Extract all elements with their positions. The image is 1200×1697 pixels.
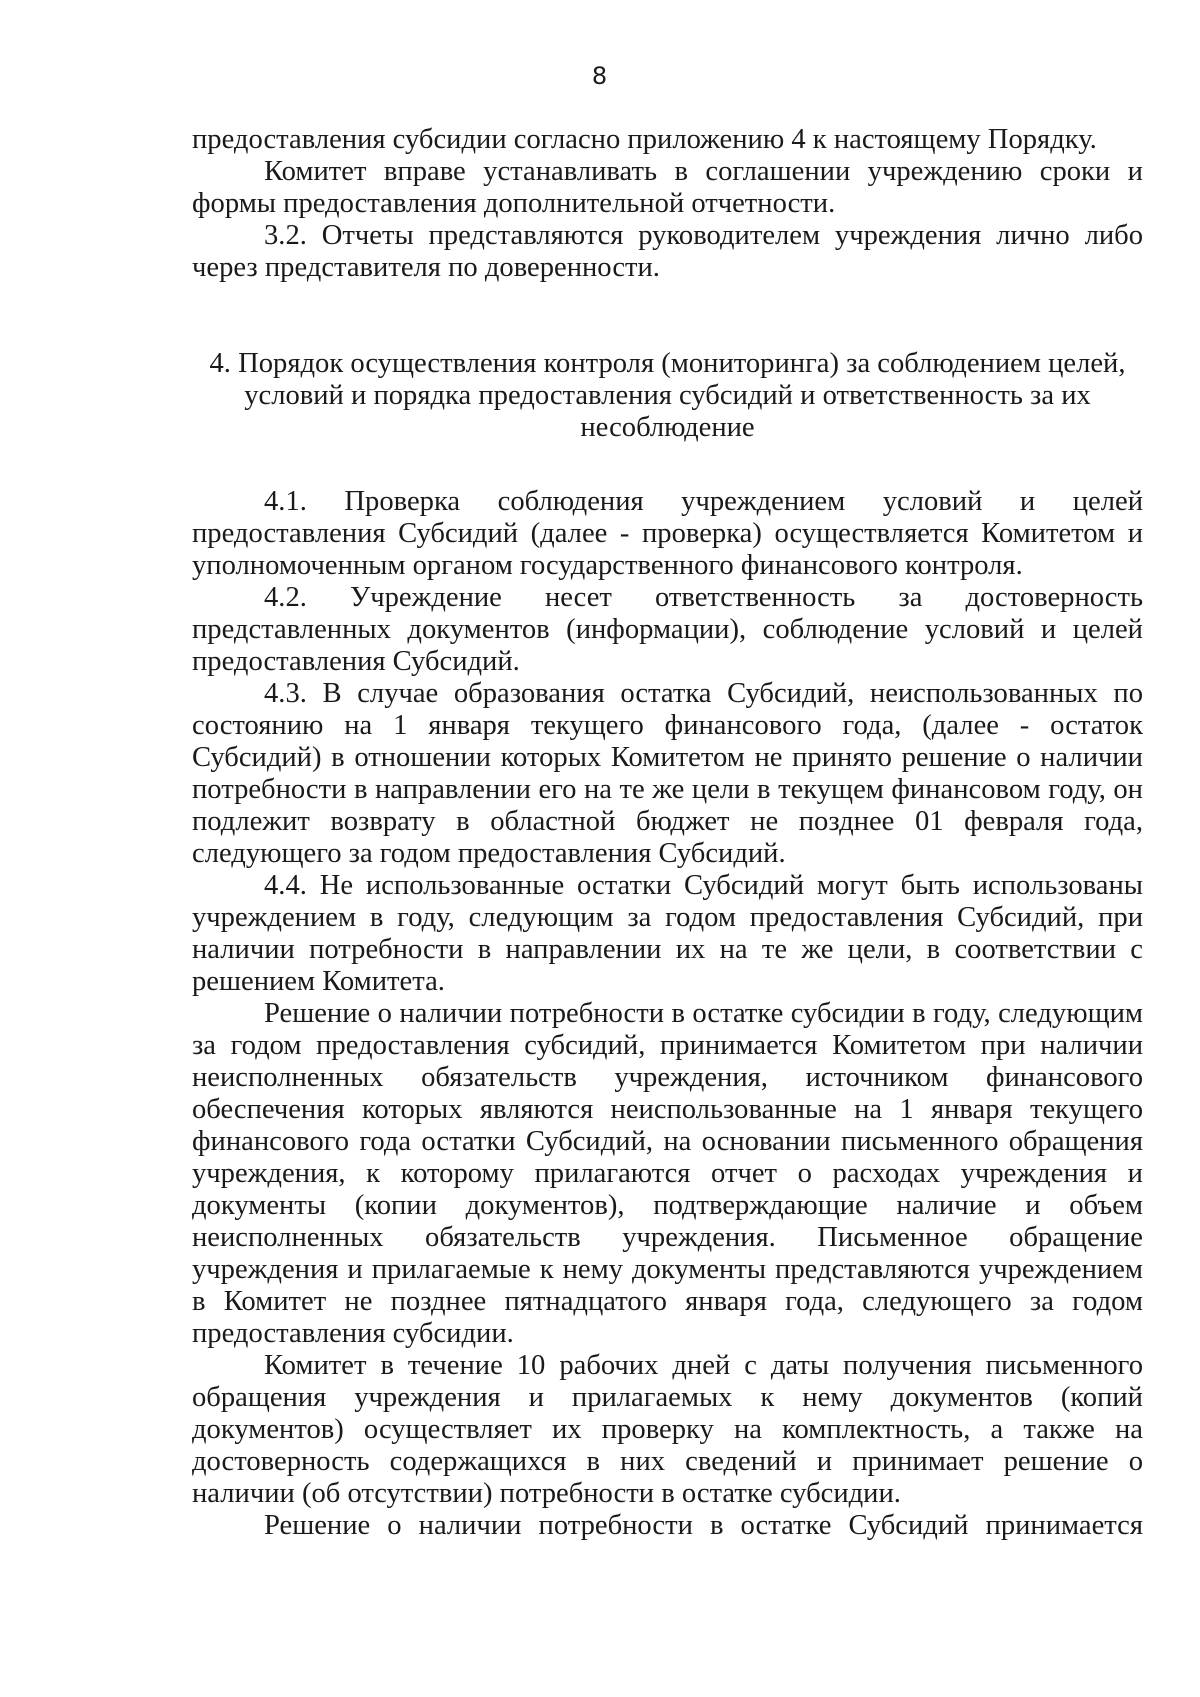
text-line: Комитет в течение 10 рабочих дней с даты получения письменного <box>264 1350 1143 1381</box>
text-line: Решение о наличии потребности в остатке Субсидий принимается <box>264 1510 1143 1541</box>
section-title <box>180 348 1155 444</box>
section-title-line: несоблюдение <box>580 412 755 443</box>
text-line: следующего за годом предоставления Субсидий. <box>192 838 786 869</box>
text-line: уполномоченным органом государственного финансового контроля. <box>192 550 1023 581</box>
section-title-line: 4. Порядок осуществления контроля (мониторинга) за соблюдением целей, <box>209 348 1126 379</box>
page-number: 8 <box>591 62 609 90</box>
text-line: обращения учреждения и прилагаемых к нему документов (копий <box>192 1382 1143 1413</box>
text-line: наличии (об отсутствии) потребности в остатке субсидии. <box>192 1478 901 1509</box>
text-line: учреждением в году, следующим за годом предоставления Субсидий, при <box>192 902 1143 933</box>
text-line: предоставления Субсидий. <box>192 646 520 677</box>
text-line: предоставления Субсидий (далее - проверка) осуществляется Комитетом и <box>192 518 1143 549</box>
text-line: документы (копии документов), подтверждающие наличие и объем <box>192 1190 1143 1221</box>
text-line: 4.3. В случае образования остатка Субсидий, неиспользованных по <box>264 678 1143 709</box>
text-line: в Комитет не позднее пятнадцатого января года, следующего за годом <box>192 1286 1143 1317</box>
text-line: предоставления субсидии. <box>192 1318 514 1349</box>
text-line: Субсидий) в отношении которых Комитетом не принято решение о наличии <box>192 742 1143 773</box>
text-line: предоставления субсидии согласно приложению 4 к настоящему Порядку. <box>192 124 1097 155</box>
section-body <box>192 486 1143 1542</box>
text-line: учреждения и прилагаемые к нему документы представляются учреждением <box>192 1254 1143 1285</box>
text-line: потребности в направлении его на те же цели в текущем финансовом году, он <box>192 774 1143 805</box>
text-line: 4.1. Проверка соблюдения учреждением условий и целей <box>264 486 1143 517</box>
text-line: Решение о наличии потребности в остатке субсидии в году, следующим <box>264 998 1143 1029</box>
text-line: состоянию на 1 января текущего финансового года, (далее - остаток <box>192 710 1143 741</box>
section-title-line: условий и порядка предоставления субсидий и ответственность за их <box>244 380 1091 411</box>
text-line: обеспечения которых являются неиспользованные на 1 января текущего <box>192 1094 1143 1125</box>
text-line: 4.4. Не использованные остатки Субсидий могут быть использованы <box>264 870 1143 901</box>
text-line: Комитет вправе устанавливать в соглашении учреждению сроки и <box>264 156 1143 187</box>
text-line: учреждения, к которому прилагаются отчет о расходах учреждения и <box>192 1158 1143 1189</box>
text-line: наличии потребности в направлении их на те же цели, в соответствии с <box>192 934 1143 965</box>
text-line: подлежит возврату в областной бюджет не позднее 01 февраля года, <box>192 806 1143 837</box>
text-line: 4.2. Учреждение несет ответственность за достоверность <box>264 582 1143 613</box>
text-line: за годом предоставления субсидий, принимается Комитетом при наличии <box>192 1030 1143 1061</box>
text-line: неисполненных обязательств учреждения, источником финансового <box>192 1062 1143 1093</box>
intro-paragraphs <box>192 124 1143 284</box>
text-line: неисполненных обязательств учреждения. Письменное обращение <box>192 1222 1143 1253</box>
text-line: представленных документов (информации), соблюдение условий и целей <box>192 614 1143 645</box>
text-line: решением Комитета. <box>192 966 445 997</box>
text-line: через представителя по доверенности. <box>192 252 660 283</box>
text-line: 3.2. Отчеты представляются руководителем учреждения лично либо <box>264 220 1143 251</box>
text-line: формы предоставления дополнительной отчетности. <box>192 188 836 219</box>
text-line: документов) осуществляет их проверку на комплектность, а также на <box>192 1414 1143 1445</box>
text-line: финансового года остатки Субсидий, на основании письменного обращения <box>192 1126 1143 1157</box>
text-line: достоверность содержащихся в них сведений и принимает решение о <box>192 1446 1143 1477</box>
